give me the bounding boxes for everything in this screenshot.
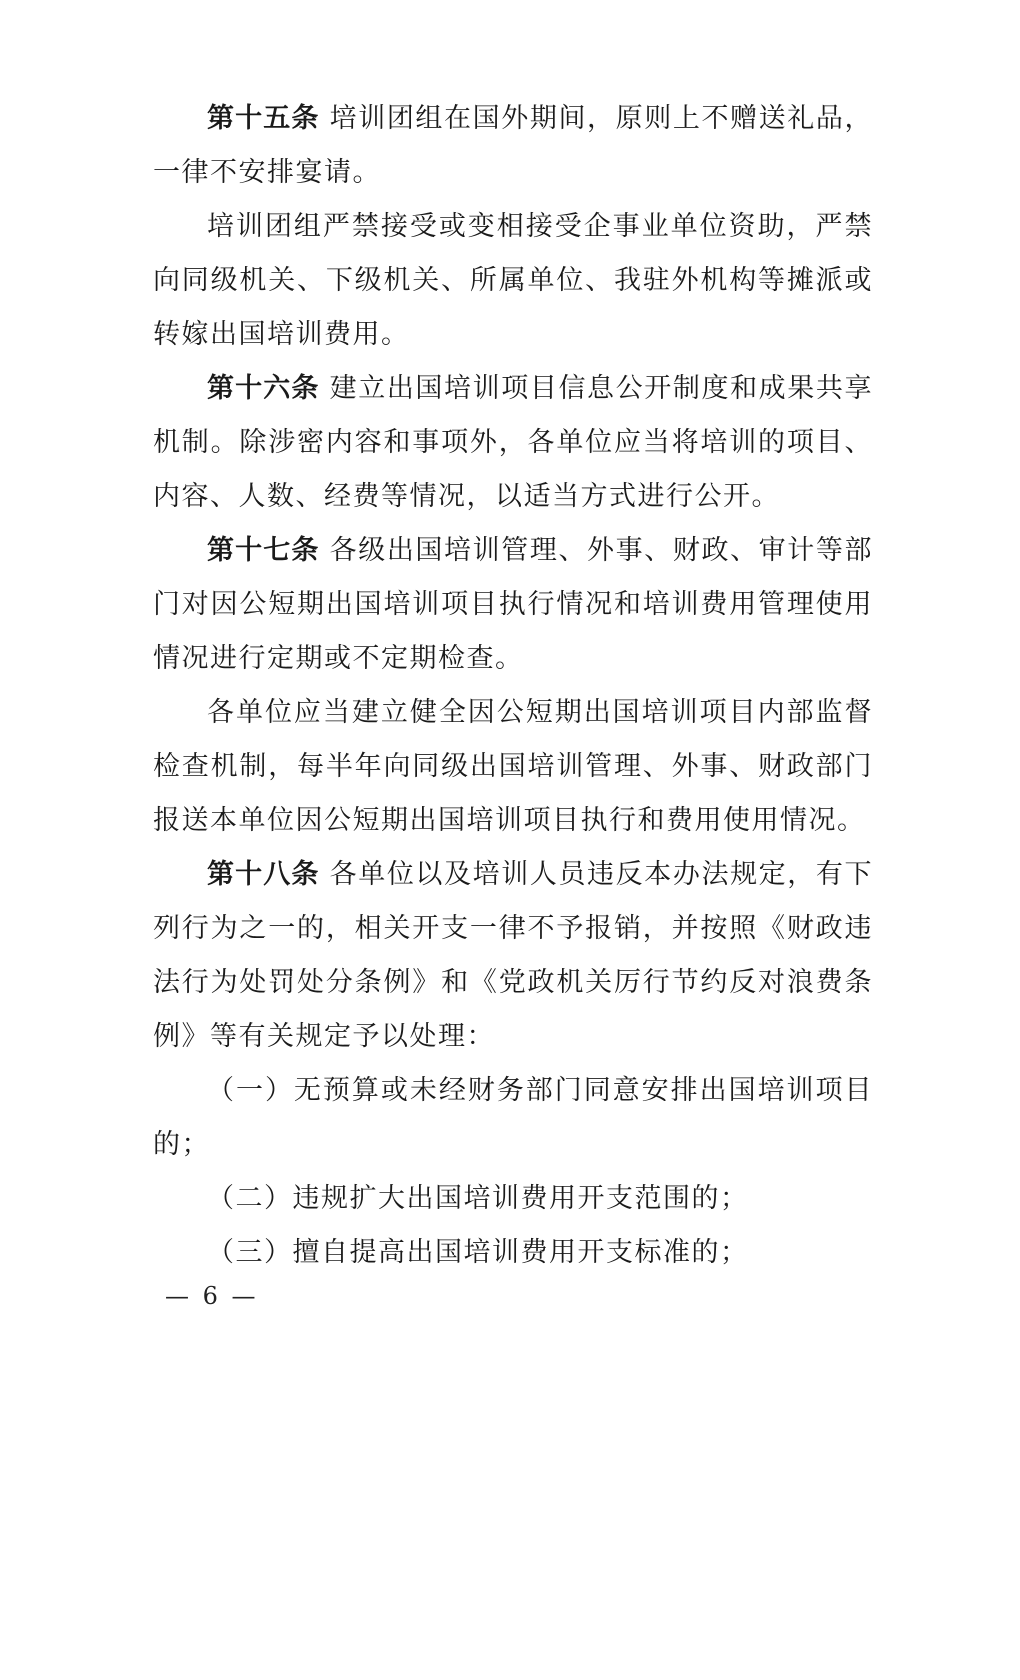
article-18-text: 各单位以及培训人员违反本办法规定，有下列行为之一的，相关开支一律不予报销，并按照《财政违法行为处罚处分条例》和《党政机关厉行节约反对浪费条例》等有关规定予以处理： — [153, 859, 873, 1052]
article-15-text: 培训团组在国外期间，原则上不赠送礼品，一律不安排宴请。 — [153, 103, 873, 188]
article-17-sub-text: 各单位应当建立健全因公短期出国培训项目内部监督检查机制，每半年向同级出国培训管理、外事、财政部门报送本单位因公短期出国培训项目执行和费用使用情况。 — [153, 697, 873, 836]
list-item-3-text: （三）擅自提高出国培训费用开支标准的； — [207, 1237, 749, 1268]
article-18-heading: 第十八条 — [207, 859, 320, 890]
article-16-heading: 第十六条 — [207, 373, 320, 404]
article-18-paragraph — [153, 848, 873, 1064]
page-number: — 6 — — [165, 1282, 259, 1310]
article-15-subparagraph — [153, 200, 873, 362]
list-item-1-text: （一）无预算或未经财务部门同意安排出国培训项目的； — [153, 1075, 873, 1160]
list-item-1 — [153, 1064, 873, 1172]
article-17-heading: 第十七条 — [207, 535, 320, 566]
article-15-heading: 第十五条 — [207, 103, 320, 134]
article-15-paragraph — [153, 92, 873, 200]
list-item-3 — [153, 1226, 873, 1280]
article-17-text: 各级出国培训管理、外事、财政、审计等部门对因公短期出国培训项目执行情况和培训费用管理使用情况进行定期或不定期检查。 — [153, 535, 873, 674]
article-17-paragraph — [153, 524, 873, 686]
article-17-subparagraph — [153, 686, 873, 848]
article-16-paragraph — [153, 362, 873, 524]
article-15-sub-text: 培训团组严禁接受或变相接受企事业单位资助，严禁向同级机关、下级机关、所属单位、我驻外机构等摊派或转嫁出国培训费用。 — [153, 211, 873, 350]
list-item-2 — [153, 1172, 873, 1226]
article-16-text: 建立出国培训项目信息公开制度和成果共享机制。除涉密内容和事项外，各单位应当将培训的项目、内容、人数、经费等情况，以适当方式进行公开。 — [153, 373, 873, 512]
document-body — [153, 92, 873, 1280]
list-item-2-text: （二）违规扩大出国培训费用开支范围的； — [207, 1183, 749, 1214]
